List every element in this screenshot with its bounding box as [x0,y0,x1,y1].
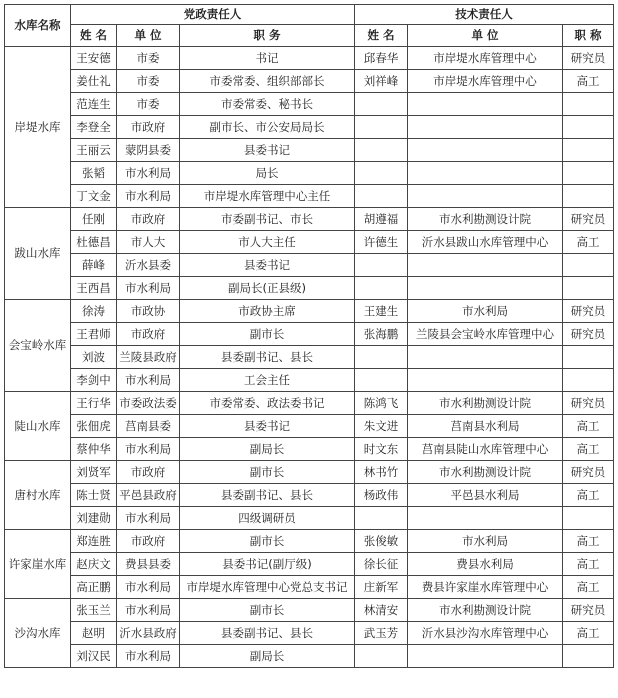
party-position-cell: 副局长 [180,645,355,668]
tech-title-cell: 高工 [563,70,614,93]
tech-unit-cell: 市水利局 [408,530,563,553]
party-unit-cell: 市政府 [117,208,180,231]
party-name-cell: 王安德 [71,47,117,70]
tech-title-cell [563,93,614,116]
party-position-cell: 副市长 [180,323,355,346]
table-row [5,484,614,507]
tech-title-cell [563,116,614,139]
party-name-cell: 薛峰 [71,254,117,277]
table-row [5,231,614,254]
tech-unit-cell [408,645,563,668]
tech-name-cell: 张海鹏 [355,323,408,346]
tech-name-cell [355,139,408,162]
reservoir-name-cell: 跋山水库 [5,208,71,300]
table-row [5,346,614,369]
party-name-cell: 杜德昌 [71,231,117,254]
party-name-cell: 王君师 [71,323,117,346]
table-row [5,139,614,162]
party-position-cell: 市岸堤水库管理中心主任 [180,185,355,208]
party-name-cell: 张佃虎 [71,415,117,438]
party-position-cell: 县委副书记、县长 [180,484,355,507]
tech-title-cell: 高工 [563,438,614,461]
tech-name-cell: 邱春华 [355,47,408,70]
party-name-cell: 姜仕礼 [71,70,117,93]
table-row [5,300,614,323]
party-name-cell: 王行华 [71,392,117,415]
tech-name-cell [355,369,408,392]
table-row [5,576,614,599]
tech-title-cell: 高工 [563,576,614,599]
party-unit-cell: 市政府 [117,116,180,139]
tech-title-cell [563,277,614,300]
reservoir-name-cell: 陡山水库 [5,392,71,461]
party-unit-cell: 市委 [117,47,180,70]
party-position-cell: 市政协主席 [180,300,355,323]
tech-unit-cell: 市水利勘测设计院 [408,599,563,622]
tech-unit-cell: 兰陵县会宝岭水库管理中心 [408,323,563,346]
tech-unit-cell: 平邑县水利局 [408,484,563,507]
party-unit-cell: 费县县委 [117,553,180,576]
party-position-cell: 县委副书记、县长 [180,346,355,369]
table-row [5,392,614,415]
tech-name-cell: 许德生 [355,231,408,254]
party-name-cell: 刘波 [71,346,117,369]
tech-name-cell: 王建生 [355,300,408,323]
header-tech-name: 姓 名 [355,25,408,47]
tech-name-cell [355,162,408,185]
tech-name-cell: 胡遵福 [355,208,408,231]
table-row [5,599,614,622]
tech-name-cell [355,277,408,300]
table-row [5,438,614,461]
party-name-cell: 刘贤军 [71,461,117,484]
header-tech-group: 技术责任人 [355,5,614,25]
tech-title-cell: 研究员 [563,208,614,231]
party-name-cell: 高正鹏 [71,576,117,599]
party-name-cell: 刘汉民 [71,645,117,668]
party-position-cell: 县委书记 [180,139,355,162]
reservoir-name-cell: 岸堤水库 [5,47,71,208]
header-party-unit: 单 位 [117,25,180,47]
table-row [5,116,614,139]
party-unit-cell: 市水利局 [117,438,180,461]
tech-unit-cell [408,139,563,162]
tech-name-cell: 杨政伟 [355,484,408,507]
header-row-columns [5,25,614,47]
party-unit-cell: 蒙阴县委 [117,139,180,162]
party-unit-cell: 市政府 [117,461,180,484]
tech-title-cell: 研究员 [563,47,614,70]
party-position-cell: 书记 [180,47,355,70]
tech-name-cell: 庄新军 [355,576,408,599]
party-unit-cell: 市水利局 [117,185,180,208]
party-unit-cell: 兰陵县政府 [117,346,180,369]
tech-name-cell: 林清安 [355,599,408,622]
tech-name-cell: 武玉芳 [355,622,408,645]
tech-unit-cell: 市水利勘测设计院 [408,392,563,415]
tech-title-cell: 高工 [563,484,614,507]
reservoir-name-cell: 沙沟水库 [5,599,71,668]
tech-title-cell [563,139,614,162]
tech-name-cell [355,116,408,139]
party-position-cell: 市委常委、秘书长 [180,93,355,116]
tech-title-cell: 高工 [563,553,614,576]
tech-unit-cell [408,162,563,185]
tech-unit-cell: 费县水利局 [408,553,563,576]
party-name-cell: 张玉兰 [71,599,117,622]
party-unit-cell: 市水利局 [117,599,180,622]
table-row [5,415,614,438]
tech-title-cell [563,254,614,277]
table-row [5,277,614,300]
party-position-cell: 副市长 [180,530,355,553]
table-row [5,93,614,116]
tech-unit-cell: 市岸堤水库管理中心 [408,70,563,93]
party-unit-cell: 市委政法委 [117,392,180,415]
table-row [5,507,614,530]
responsibility-table-container [4,4,614,668]
tech-name-cell: 刘祥峰 [355,70,408,93]
reservoir-name-cell: 会宝岭水库 [5,300,71,392]
tech-name-cell: 张俊敏 [355,530,408,553]
tech-unit-cell [408,277,563,300]
table-row [5,369,614,392]
party-unit-cell: 市委 [117,93,180,116]
tech-name-cell [355,346,408,369]
party-position-cell: 县委书记(副厅级) [180,553,355,576]
party-position-cell: 局长 [180,162,355,185]
tech-unit-cell: 费县许家崖水库管理中心 [408,576,563,599]
party-unit-cell: 市水利局 [117,277,180,300]
party-name-cell: 李剑中 [71,369,117,392]
tech-unit-cell [408,185,563,208]
tech-title-cell: 高工 [563,231,614,254]
tech-title-cell [563,162,614,185]
tech-unit-cell: 市水利勘测设计院 [408,461,563,484]
party-position-cell: 工会主任 [180,369,355,392]
party-position-cell: 市岸堤水库管理中心党总支书记 [180,576,355,599]
party-unit-cell: 沂水县政府 [117,622,180,645]
party-position-cell: 市人大主任 [180,231,355,254]
party-position-cell: 县委书记 [180,415,355,438]
tech-unit-cell: 沂水县跋山水库管理中心 [408,231,563,254]
tech-title-cell: 高工 [563,622,614,645]
party-name-cell: 蔡仲华 [71,438,117,461]
header-tech-unit: 单 位 [408,25,563,47]
table-row [5,323,614,346]
party-position-cell: 县委副书记、县长 [180,622,355,645]
header-party-position: 职 务 [180,25,355,47]
tech-unit-cell [408,254,563,277]
tech-name-cell: 朱文进 [355,415,408,438]
party-unit-cell: 沂水县委 [117,254,180,277]
tech-name-cell: 陈鸿飞 [355,392,408,415]
table-row [5,622,614,645]
tech-name-cell: 林书竹 [355,461,408,484]
party-name-cell: 丁文金 [71,185,117,208]
tech-unit-cell: 莒南县陡山水库管理中心 [408,438,563,461]
party-name-cell: 李登全 [71,116,117,139]
tech-title-cell [563,645,614,668]
party-name-cell: 张韬 [71,162,117,185]
party-position-cell: 市委常委、组织部部长 [180,70,355,93]
party-unit-cell: 市水利局 [117,369,180,392]
party-name-cell: 郑连胜 [71,530,117,553]
header-party-group: 党政责任人 [71,5,355,25]
tech-title-cell [563,346,614,369]
table-row [5,162,614,185]
tech-title-cell: 高工 [563,415,614,438]
party-unit-cell: 市水利局 [117,507,180,530]
reservoir-name-cell: 许家崖水库 [5,530,71,599]
tech-name-cell: 时文东 [355,438,408,461]
party-unit-cell: 莒南县委 [117,415,180,438]
party-name-cell: 范连生 [71,93,117,116]
header-party-name: 姓 名 [71,25,117,47]
tech-unit-cell: 市水利勘测设计院 [408,208,563,231]
party-name-cell: 王丽云 [71,139,117,162]
tech-name-cell [355,254,408,277]
table-row [5,208,614,231]
party-name-cell: 徐涛 [71,300,117,323]
table-row [5,645,614,668]
table-row [5,461,614,484]
party-unit-cell: 市水利局 [117,576,180,599]
tech-title-cell: 研究员 [563,323,614,346]
party-unit-cell: 市政协 [117,300,180,323]
tech-name-cell [355,507,408,530]
party-position-cell: 副市长 [180,461,355,484]
party-name-cell: 陈士贤 [71,484,117,507]
table-row [5,70,614,93]
tech-unit-cell [408,507,563,530]
party-unit-cell: 市水利局 [117,645,180,668]
party-position-cell: 县委书记 [180,254,355,277]
party-position-cell: 市委副书记、市长 [180,208,355,231]
tech-name-cell [355,93,408,116]
party-unit-cell: 市水利局 [117,162,180,185]
tech-unit-cell: 市岸堤水库管理中心 [408,47,563,70]
party-position-cell: 四级调研员 [180,507,355,530]
party-name-cell: 任刚 [71,208,117,231]
tech-unit-cell [408,93,563,116]
tech-title-cell [563,185,614,208]
party-position-cell: 副市长 [180,599,355,622]
party-name-cell: 赵庆文 [71,553,117,576]
header-reservoir-name: 水库名称 [5,5,71,47]
tech-title-cell [563,369,614,392]
party-position-cell: 副市长、市公安局局长 [180,116,355,139]
party-position-cell: 副局长 [180,438,355,461]
reservoir-responsibility-table [4,4,614,668]
party-unit-cell: 市政府 [117,323,180,346]
header-row-groups [5,5,614,25]
tech-title-cell: 研究员 [563,300,614,323]
table-row [5,47,614,70]
party-unit-cell: 市委 [117,70,180,93]
table-body [5,47,614,668]
table-row [5,530,614,553]
party-unit-cell: 市人大 [117,231,180,254]
tech-name-cell [355,185,408,208]
tech-unit-cell [408,369,563,392]
tech-title-cell: 研究员 [563,392,614,415]
party-position-cell: 副局长(正县级) [180,277,355,300]
reservoir-name-cell: 唐村水库 [5,461,71,530]
tech-unit-cell [408,116,563,139]
table-row [5,185,614,208]
tech-title-cell: 研究员 [563,599,614,622]
tech-title-cell: 高工 [563,530,614,553]
party-name-cell: 王西昌 [71,277,117,300]
tech-unit-cell: 莒南县水利局 [408,415,563,438]
party-unit-cell: 市政府 [117,530,180,553]
tech-unit-cell: 市水利局 [408,300,563,323]
party-name-cell: 刘建勋 [71,507,117,530]
tech-unit-cell [408,346,563,369]
table-row [5,254,614,277]
tech-unit-cell: 沂水县沙沟水库管理中心 [408,622,563,645]
header-tech-title: 职 称 [563,25,614,47]
party-unit-cell: 平邑县政府 [117,484,180,507]
party-position-cell: 市委常委、政法委书记 [180,392,355,415]
party-name-cell: 赵明 [71,622,117,645]
tech-name-cell [355,645,408,668]
tech-title-cell: 研究员 [563,461,614,484]
tech-name-cell: 徐长征 [355,553,408,576]
table-row [5,553,614,576]
tech-title-cell [563,507,614,530]
